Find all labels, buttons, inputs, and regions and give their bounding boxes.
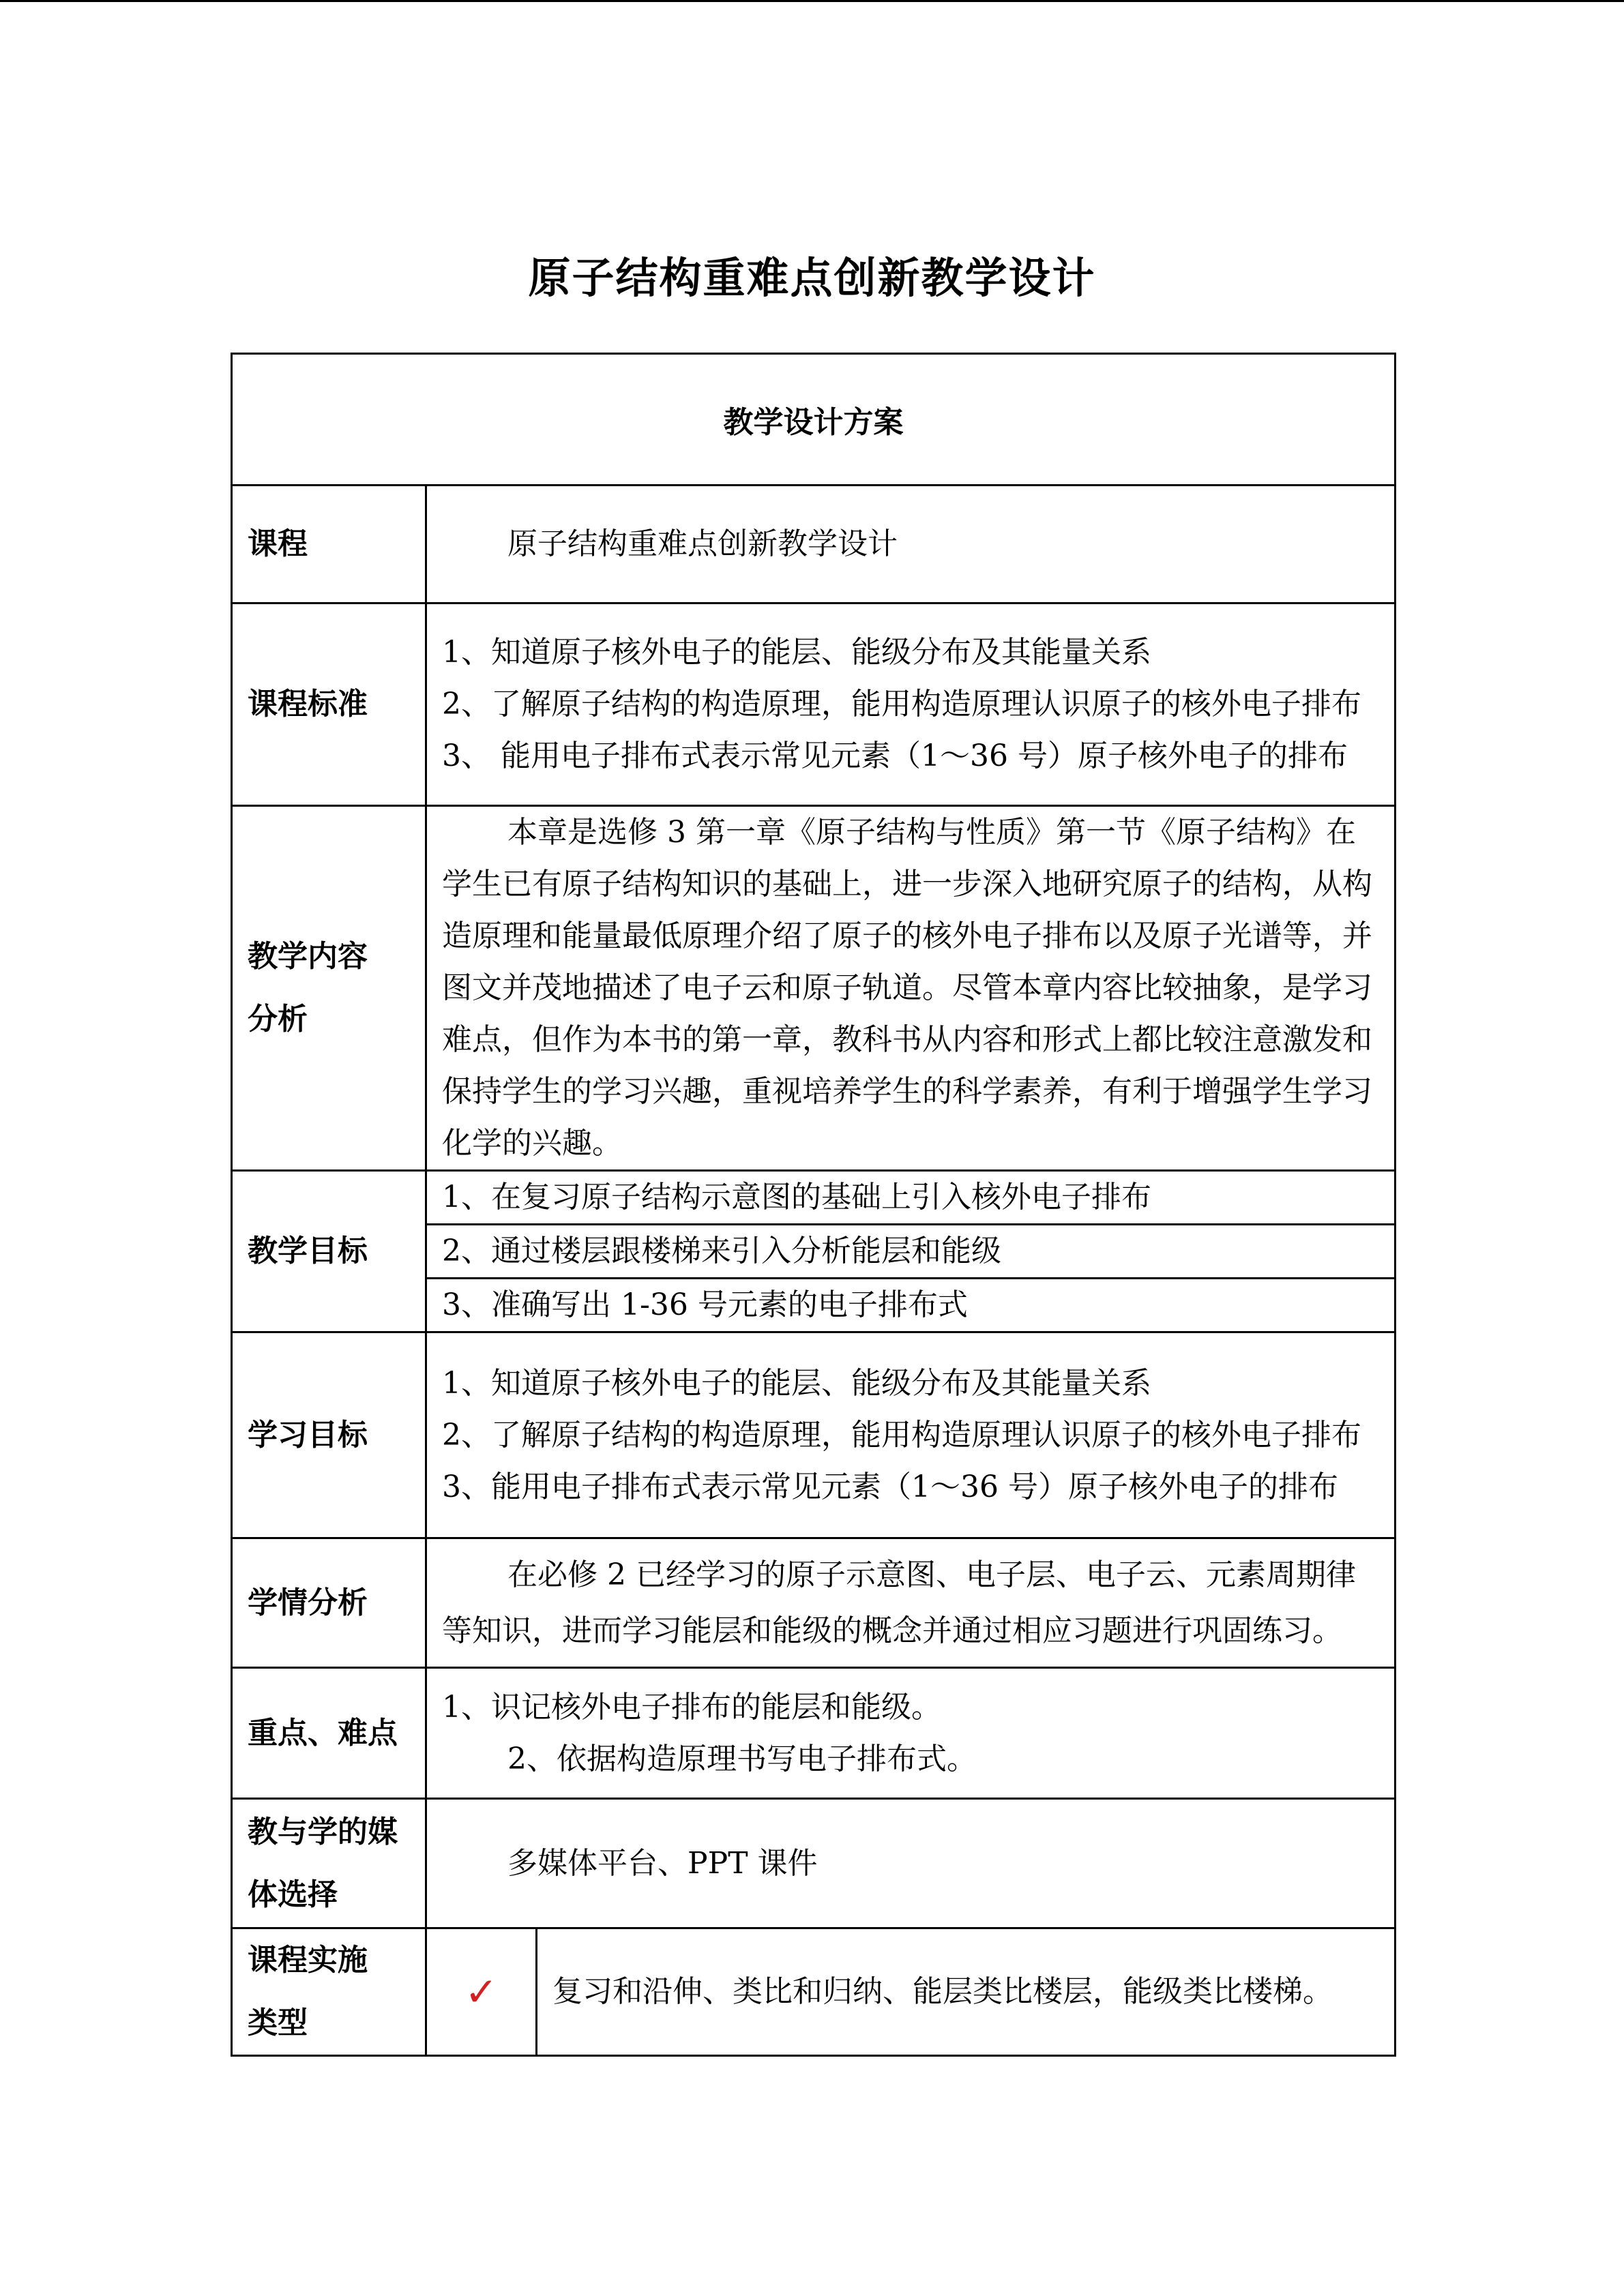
row-label: 学情分析: [232, 1538, 426, 1668]
row-label-text: 教与学的媒体选择: [248, 1814, 398, 1912]
content-analysis: 本章是选修 3 第一章《原子结构与性质》第一节《原子结构》在学生已有原子结构知识的基础上，进一步深入地研究原子的结构，从构造原理和能量最低原理介绍了原子的核外电子排布以及原子光谱等，并图文并茂地描述了电子云和原子轨道。尽管本章内容比较抽象，是学习难点，但作为本书的第一章，教科书从内容和形式上都比较注意激发和保持学生的学习兴趣，重视培养学生的科学素养，有利于增强学生学习化学的兴趣。: [426, 806, 1396, 1171]
row-label: [232, 806, 426, 1171]
list-item: 3、能用电子排布式表示常见元素（1～36 号）原子核外电子的排布: [442, 1469, 1338, 1504]
list-item: 2、了解原子结构的构造原理，能用构造原理认识原子的核外电子排布: [442, 1417, 1361, 1452]
list-item: 2、了解原子结构的构造原理，能用构造原理认识原子的核外电子排布: [442, 687, 1361, 721]
key-points-list: [426, 1668, 1396, 1799]
row-label-text: 课程实施类型: [248, 1943, 368, 2040]
row-label: [232, 1799, 426, 1928]
list-item: 3、准确写出 1-36 号元素的电子排布式: [426, 1279, 1396, 1332]
page-top-border: [0, 0, 1624, 2]
row-label: 学习目标: [232, 1332, 426, 1538]
page-title: 原子结构重难点创新教学设计: [528, 253, 1096, 303]
table-row: [232, 1668, 1396, 1799]
list-item: 2、依据构造原理书写电子排布式。: [507, 1741, 977, 1776]
row-label: 重点、难点: [232, 1668, 426, 1799]
situation-analysis: 在必修 2 已经学习的原子示意图、电子层、电子云、元素周期律等知识，进而学习能层和能级的概念并通过相应习题进行巩固练习。: [426, 1538, 1396, 1668]
row-label: 课程: [232, 486, 426, 603]
checkmark-icon: ✓: [426, 1928, 537, 2056]
table-row: [232, 486, 1396, 603]
table-row: [232, 1928, 1396, 2056]
list-item: 1、在复习原子结构示意图的基础上引入核外电子排布: [426, 1171, 1396, 1225]
table-row: [232, 806, 1396, 1171]
table-row: [232, 1171, 1396, 1225]
table-heading: 教学设计方案: [232, 354, 1396, 486]
list-item: 2、通过楼层跟楼梯来引入分析能层和能级: [426, 1225, 1396, 1279]
list-item: 3、 能用电子排布式表示常见元素（1～36 号）原子核外电子的排布: [442, 739, 1348, 773]
row-label-text: 教学内容分析: [248, 939, 368, 1037]
table-row: [232, 1332, 1396, 1538]
list-item: 1、识记核外电子排布的能层和能级。: [442, 1689, 941, 1725]
row-label: 教学目标: [232, 1171, 426, 1332]
media-value: 多媒体平台、PPT 课件: [426, 1799, 1396, 1928]
table-row: [232, 354, 1396, 486]
list-item: 1、知道原子核外电子的能层、能级分布及其能量关系: [442, 1365, 1151, 1401]
standard-list: [426, 603, 1396, 806]
course-value: 原子结构重难点创新教学设计: [426, 486, 1396, 603]
learning-goals-list: [426, 1332, 1396, 1538]
row-label: 课程标准: [232, 603, 426, 806]
list-item: 1、知道原子核外电子的能层、能级分布及其能量关系: [442, 635, 1151, 670]
table-row: [232, 1538, 1396, 1668]
table-row: [232, 1799, 1396, 1928]
impl-type-value: 复习和沿伸、类比和归纳、能层类比楼层，能级类比楼梯。: [537, 1928, 1396, 2056]
table-row: [232, 603, 1396, 806]
row-label: [232, 1928, 426, 2056]
design-plan-table: [231, 353, 1396, 2057]
